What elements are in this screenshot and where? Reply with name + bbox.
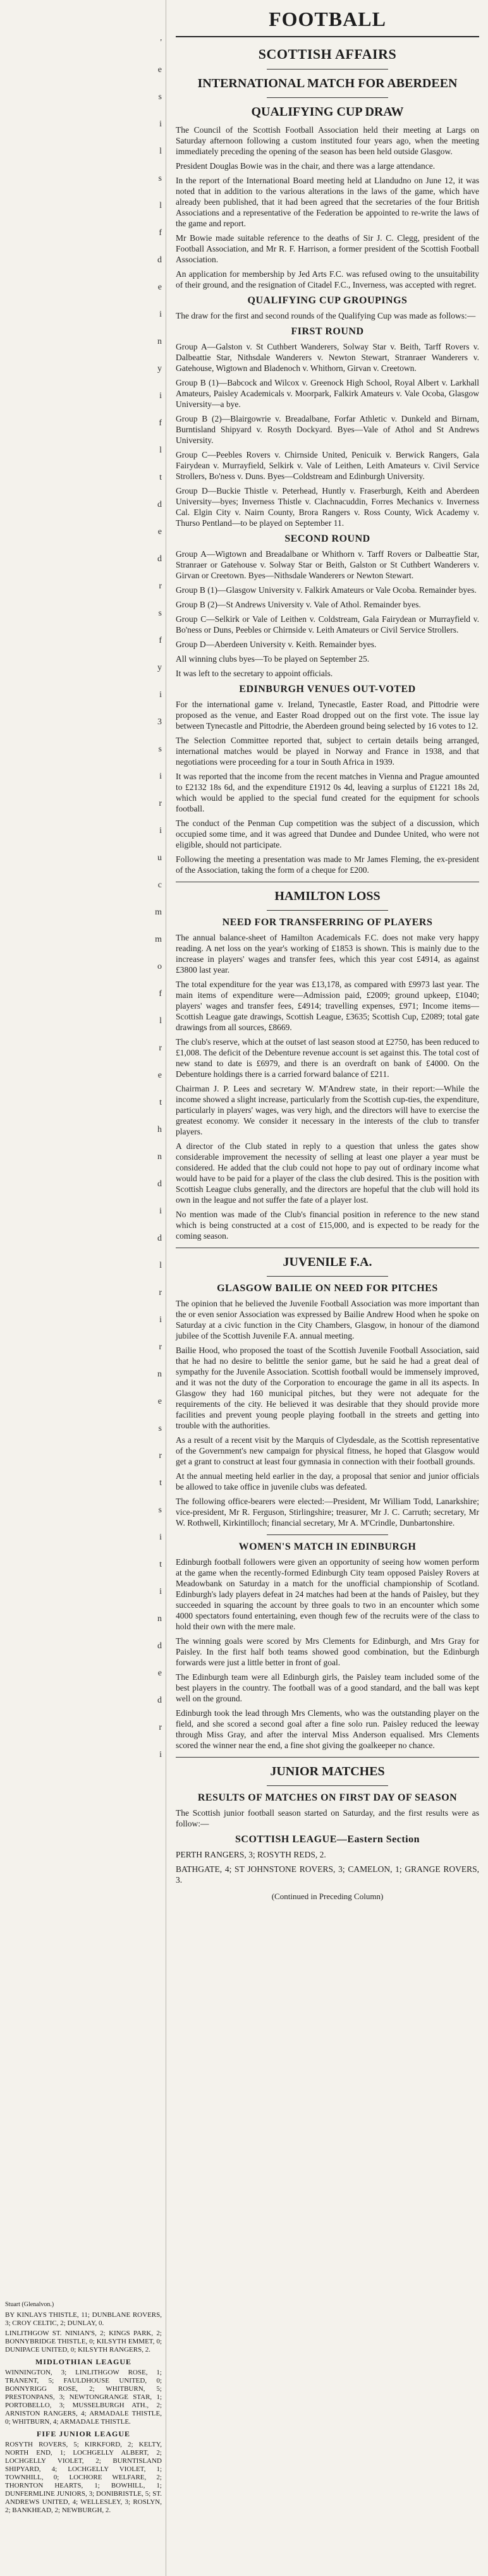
clipped-char: l xyxy=(159,1016,162,1026)
second-round-groups xyxy=(176,549,479,679)
group-draw: Group C—Selkirk or Vale of Leithen v. Coldstream, Gala Fairydean or Murrayfield v. Bo'ness or Duns, Peebles or Chirnside v. Leith Amateurs or Civil Service Strollers. xyxy=(176,614,479,635)
clipped-char: e xyxy=(157,1071,162,1080)
main-article-column xyxy=(171,0,484,2576)
article-paragraph: The total expenditure for the year was £13,178, as compared with £9973 last year. The main items of expenditure were—Admission paid, £2009; ground upkeep, £1040; players' wages and transfer fees, £4914; travelling expenses, £971; Income items—Scottish League gate drawings, Scottish League, £3635; Scottish Cup, £2089; total gate drawings from all sources, £8669. xyxy=(176,980,479,1032)
clipped-char: s xyxy=(158,92,162,102)
section-heading: FOOTBALL xyxy=(176,4,479,37)
clipped-char: m xyxy=(155,935,162,944)
section-rule xyxy=(176,1757,479,1758)
clipped-char: l xyxy=(159,446,162,455)
juvenile-heading: JUVENILE F.A. xyxy=(283,1255,372,1269)
clipped-char: y xyxy=(157,364,162,374)
intro-paragraphs xyxy=(176,125,479,290)
article-paragraph: Chairman J. P. Lees and secretary W. M'Andrew state, in their report:—While the income showed a slight increase, particularly from the Scottish cup-ties, the expenditure, particularly in players' wages, was very high, and the directors will have to exercise the greatest economy. We consider it necessary in the interests of the club to transfer players. xyxy=(176,1084,479,1136)
clipped-char: r xyxy=(159,1288,162,1297)
midlothian-heading: MIDLOTHIAN LEAGUE xyxy=(35,2357,132,2366)
clipped-char: i xyxy=(159,310,162,319)
clipped-char: r xyxy=(159,1723,162,1732)
left-results-block xyxy=(5,2300,162,2517)
clipped-char: i xyxy=(159,826,162,835)
result-line: PERTH RANGERS, 3; ROSYTH REDS, 2. xyxy=(176,1850,326,1859)
baillie-heading: GLASGOW BAILIE ON NEED FOR PITCHES xyxy=(217,1283,438,1294)
transfer-paragraphs xyxy=(176,932,479,1241)
article-paragraph: A director of the Club stated in reply to a question that unless the gates show considerable improvement the necessity of selling at least one player a year must be considered. He added that the club could not hope to pay out of ordinary income what would have to be paid for a player of the class the club desired. This is the position with Scottish League clubs generally, and the directors are hopeful that the club will hold its own in the league and not suffer the fate of a player lost. xyxy=(176,1141,479,1205)
headline: SCOTTISH AFFAIRS xyxy=(258,46,397,62)
clipped-char: n xyxy=(157,1370,162,1379)
article-paragraph: The winning goals were scored by Mrs Clements for Edinburgh, and Mrs Gray for Paisley. In the first half both teams showed good combination, but the Edinburgh forwards were just a little better in front of goal. xyxy=(176,1636,479,1667)
result-line: ROSYTH ROVERS, 5; KIRKFORD, 2; KELTY, NORTH END, 1; LOCHGELLY ALBERT, 2; LOCHGELLY VIOLET, 2; BURNTISLAND SHIPYARD, 4; LOCHGELLY VIOLET, 1; TOWNHILL, 0; LOCHORE WELFARE, 2; THORNTON HEARTS, 1; BOWHILL, 1; DUNFERMLINE JUNIORS, 3; DONIBRISTLE, 5; ST. ANDREWS UNITED, 4; WELLESLEY, 3; ROSLYN, 2; BANKHEAD, 2; NEWBURGH, 2. xyxy=(5,2441,162,2514)
article-paragraph: Bailie Hood, who proposed the toast of the Scottish Juvenile Football Association, said that he had no desire to belittle the senior game, but he said he had a great deal of sympathy for the Juvenile Association. Scottish football would be immensely improved, and it was not the duty of the Corporation to encourage the game in all its aspects. In Glasgow they had 160 municipal pitches, but they were not adequate for the requirements of the city. He believed it was desirable that they should provide more facilities and prevent young people playing football in the streets and getting into trouble with the authorities. xyxy=(176,1346,479,1430)
clipped-char: r xyxy=(159,1043,162,1053)
clipped-char: t xyxy=(159,1478,162,1488)
article-paragraph: As a result of a recent visit by the Marquis of Clydesdale, as the Scottish representative of the Government's new campaign for physical fitness, he hoped that Glasgow would get a grant to construct at least four gymnasia in connection with their football grounds. xyxy=(176,1435,479,1466)
article-paragraph: Mr Bowie made suitable reference to the deaths of Sir J. C. Clegg, president of the Football Association, and Mr R. F. Harrison, a former president of the Scottish Football Association. xyxy=(176,233,479,264)
clipped-text-edge xyxy=(149,38,162,1807)
clipped-char: i xyxy=(159,119,162,129)
clipped-char: m xyxy=(155,908,162,917)
article-paragraph: The annual balance-sheet of Hamilton Academicals F.C. does not make very happy reading. A net loss on the year's working of £1853 is shown. This is mainly due to the increase in players' wages and transfer fees, which this year cost £4914, as against £3800 last year. xyxy=(176,933,479,975)
subhead: INTERNATIONAL MATCH FOR ABERDEEN xyxy=(197,76,458,90)
group-draw: Group A—Wigtown and Breadalbane or Whithorn v. Tarff Rovers or Dalbeattie Star, Stranraer or Gatehouse v. Solway Star or Beith, Galston or St Cuthbert Wanderers v. Girvan or Creetown. Byes—Nithsdale Wanderers or Newton Stewart. xyxy=(176,549,479,580)
fife-results xyxy=(5,2441,162,2515)
article-paragraph: It was reported that the income from the recent matches in Vienna and Prague amounted to £2132 18s 6d, and the expenditure £1912 0s 4d, leaving a surplus of £1221 18s 2d, which would be applied to the special fund created for the equipment for schools football. xyxy=(176,772,479,813)
article-paragraph: Edinburgh took the lead through Mrs Clements, who was the outstanding player on the field, and she scored a second goal after a fine solo run. Paisley reduced the leeway through Miss Gray, and after the interval Miss Anderson equalised. Mrs Clements scored the winner near the end, a fine shot giving the goalkeeper no chance. xyxy=(176,1708,479,1750)
scottish-league-heading: SCOTTISH LEAGUE—Eastern Section xyxy=(235,1834,420,1845)
short-rule xyxy=(267,1276,388,1277)
clipped-char: u xyxy=(157,853,162,863)
article-paragraph: For the international game v. Ireland, Tynecastle, Easter Road, and Pittodrie were proposed as the venue, and Easter Road dropped out on the first vote. The issue lay between Tynecastle and Pittodrie, the Aberdeen ground being selected by 16 votes to 12. xyxy=(176,700,479,731)
clipped-char: i xyxy=(159,690,162,700)
clipped-char: s xyxy=(158,744,162,754)
hamilton-heading: HAMILTON LOSS xyxy=(274,889,381,903)
results-intro: The Scottish junior football season started on Saturday, and the first results were as follow:— xyxy=(176,1808,479,1828)
article-paragraph: The opinion that he believed the Juvenile Football Association was more important than the or even senior Association was expressed by Bailie Andrew Hood when he spoke on Saturday at a civic function in the City Chambers, Glasgow, in honour of the diamond jubilee of the Scottish Juvenile F.A. annual meeting. xyxy=(176,1299,479,1340)
baillie-paragraphs xyxy=(176,1298,479,1528)
clipped-char: r xyxy=(159,581,162,591)
groupings-intro: The draw for the first and second rounds of the Qualifying Cup was made as follows:— xyxy=(176,311,476,320)
clipped-char: i xyxy=(159,391,162,401)
clipped-char: i xyxy=(159,1750,162,1759)
clipped-char: s xyxy=(158,609,162,618)
clipped-char: d xyxy=(157,1696,162,1705)
group-draw: Group B (1)—Babcock and Wilcox v. Greenock High School, Royal Albert v. Larkhall Amateurs, Paisley Academicals v. Moorpark, Falkirk Amateurs v. Vale Ocoba, Glasgow University—a bye. xyxy=(176,378,479,409)
group-draw: Group D—Aberdeen University v. Keith. Remainder byes. xyxy=(176,640,377,649)
group-draw: Group D—Buckie Thistle v. Peterhead, Huntly v. Fraserburgh, Keith and Aberdeen University—byes; Inverness Thistle v. Clachnacuddin, Forres Mechanics v. Inverness Cal. Elgin City v. Nairn County, Brora Rangers v. Ross County, Wick Academy v. Thurso Pentland—to be played on September 11. xyxy=(176,486,479,528)
group-draw: Group B (2)—St Andrews University v. Vale of Athol. Remainder byes. xyxy=(176,600,421,609)
article-paragraph: President Douglas Bowie was in the chair, and there was a large attendance. xyxy=(176,161,436,171)
clipped-char: s xyxy=(158,174,162,183)
clipped-char: o xyxy=(157,962,162,971)
clipped-char: r xyxy=(159,799,162,808)
junior-heading: JUNIOR MATCHES xyxy=(270,1765,385,1778)
clipped-char: d xyxy=(157,1641,162,1651)
clipped-char: d xyxy=(157,255,162,265)
clipped-char: t xyxy=(159,473,162,482)
clipped-char: f xyxy=(159,228,162,238)
clipped-char: d xyxy=(157,500,162,509)
scottish-league-results xyxy=(176,1849,479,1885)
clipped-char: t xyxy=(159,1560,162,1569)
clipped-char: e xyxy=(157,65,162,75)
clipped-char: s xyxy=(158,1505,162,1515)
first-round-groups xyxy=(176,341,479,528)
article-paragraph: Edinburgh football followers were given an opportunity of seeing how women perform at the game when the recently-formed Edinburgh City team opposed Paisley Rovers at Meadowbank on Saturday in a match for the unofficial championship of Scotland. Edinburgh's lady players defeat in 24 matches had been at the hands of Paisley, but they succeeded in squaring the account by three goals to two in an encounter which some 4000 spectators found entertaining, even though few of the recruits were of the class to hold their own with the mere male. xyxy=(176,1557,479,1631)
clipped-char: d xyxy=(157,554,162,564)
clipped-char: e xyxy=(157,1668,162,1678)
article-paragraph: The Edinburgh team were all Edinburgh girls, the Paisley team included some of the best players in the country. The football was of a good standard, and the ball was kept well on the ground. xyxy=(176,1672,479,1703)
photo-caption: Stuart (Glenalvon.) xyxy=(5,2301,54,2308)
transfer-heading: NEED FOR TRANSFERRING OF PLAYERS xyxy=(222,917,433,928)
clipped-char: f xyxy=(159,989,162,999)
left-fragment-column xyxy=(0,0,164,2576)
article-paragraph: The Council of the Scottish Football Association held their meeting at Largs on Saturday afternoon following a custom instituted four years ago, when the meeting immediately preceding the opening of the season has been held outside Glasgow. xyxy=(176,125,479,156)
clipped-char: d xyxy=(157,1234,162,1243)
short-rule xyxy=(267,1785,388,1786)
second-round-heading: SECOND ROUND xyxy=(284,533,370,544)
clipped-char: i xyxy=(159,772,162,781)
clipped-char: e xyxy=(157,1397,162,1406)
clipped-char: n xyxy=(157,337,162,346)
clipped-char: n xyxy=(157,1152,162,1162)
group-draw: Group B (1)—Glasgow University v. Falkirk Amateurs or Vale Ocoba. Remainder byes. xyxy=(176,585,477,595)
clipped-char: h xyxy=(157,1125,162,1134)
short-rule xyxy=(267,69,388,70)
groupings-heading: QUALIFYING CUP GROUPINGS xyxy=(247,295,408,306)
women-paragraphs xyxy=(176,1557,479,1751)
venues-paragraphs xyxy=(176,699,479,875)
midlothian-results xyxy=(5,2369,162,2426)
short-rule xyxy=(267,1534,388,1535)
clipped-char: ' xyxy=(160,38,162,47)
clipped-char: l xyxy=(159,1261,162,1270)
article-paragraph: Following the meeting a presentation was made to Mr James Fleming, the ex-president of the Association, taking the form of a cheque for £200. xyxy=(176,854,479,875)
score-lines xyxy=(5,2311,162,2354)
result-line: BY KINLAYS THISTLE, 11; DUNBLANE ROVERS, 3; CROY CELTIC, 2; DUNLAY, 0. xyxy=(5,2311,162,2327)
group-draw: It was left to the secretary to appoint officials. xyxy=(176,669,333,678)
group-draw: Group A—Galston v. St Cuthbert Wanderers, Solway Star v. Beith, Tarff Rovers v. Dalbeattie Star, Nithsdale Wanderers v. Newton Stewart, Stranraer Wanderers v. Gatehouse, Wigtown and Bladenoch v. Whithorn, Girvan v. Creetown. xyxy=(176,342,479,373)
short-rule xyxy=(267,910,388,911)
article-paragraph: No mention was made of the Club's financial position in reference to the new stand which is being constructed at a cost of £15,000, and is expected to be ready for the coming season. xyxy=(176,1210,479,1241)
clipped-char: n xyxy=(157,1614,162,1624)
first-round-heading: FIRST ROUND xyxy=(291,326,364,337)
article-paragraph: In the report of the International Board meeting held at Llandudno on June 12, it was noted that in addition to the various alterations in the laws of the game, which have already been published, that it had been agreed that the secretaries of the four British Associations and a representative of the Federation be appointed to re-write the laws of the game and report. xyxy=(176,176,479,228)
clipped-char: t xyxy=(159,1098,162,1107)
short-rule xyxy=(267,97,388,98)
clipped-char: l xyxy=(159,201,162,210)
article-paragraph: An application for membership by Jed Arts F.C. was refused owing to the unsuitability of their ground, and the resignation of Citadel F.C., Inverness, was accepted with regret. xyxy=(176,269,479,289)
results-heading: RESULTS OF MATCHES ON FIRST DAY OF SEASON xyxy=(197,1792,458,1803)
clipped-char: r xyxy=(159,1342,162,1352)
fife-heading: FIFE JUNIOR LEAGUE xyxy=(36,2429,130,2438)
clipped-char: i xyxy=(159,1533,162,1542)
clipped-char: r xyxy=(159,1451,162,1461)
clipped-char: 3 xyxy=(157,717,162,727)
group-draw: Group B (2)—Blairgowrie v. Breadalbane, Forfar Athletic v. Dunkeld and Birnam, Burntisland Shipyard v. Rosyth Dockyard. Byes—Vale of Athol and St Andrews University. xyxy=(176,414,479,445)
article-paragraph: The club's reserve, which at the outset of last season stood at £2750, has been reduced to £1,008. The deficit of the Debenture revenue account is set against this. The total cost of new stand to date is £6979, and there is an overdraft on bank of £4000. On the Debenture holdings there is a carried forward balance of £211. xyxy=(176,1037,479,1079)
clipped-char: s xyxy=(158,1424,162,1433)
clipped-char: c xyxy=(157,880,162,890)
clipped-char: d xyxy=(157,1179,162,1189)
clipped-char: e xyxy=(157,527,162,537)
article-paragraph: The conduct of the Penman Cup competition was the subject of a discussion, which occupied some time, and it was agreed that Dundee and Dundee United, who were not eligible, should not participate. xyxy=(176,818,479,849)
clipped-char: y xyxy=(157,663,162,672)
clipped-char: f xyxy=(159,418,162,428)
subhead-2: QUALIFYING CUP DRAW xyxy=(251,105,404,119)
article-paragraph: The following office-bearers were elected:—President, Mr William Todd, Lanarkshire; vice-president, Mr R. Ferguson, Stirlingshire; treasurer, Mr J. C. Carruth; secretary, Mr W. Rothwell, Kirkintilloch; financial secretary, Mr A. M'Crindle, Dunbartonshire. xyxy=(176,1497,479,1528)
result-line: LINLITHGOW ST. NINIAN'S, 2; KINGS PARK, 2; BONNYBRIDGE THISTLE, 0; KILSYTH EMMET, 0; DUNIPACE UNITED, 0; KILSYTH RANGERS, 2. xyxy=(5,2330,162,2354)
clipped-char: i xyxy=(159,1315,162,1325)
result-line: BATHGATE, 4; ST JOHNSTONE ROVERS, 3; CAMELON, 1; GRANGE ROVERS, 3. xyxy=(176,1864,479,1885)
women-heading: WOMEN'S MATCH IN EDINBURGH xyxy=(238,1541,417,1552)
clipped-char: e xyxy=(157,283,162,292)
venues-heading: EDINBURGH VENUES OUT-VOTED xyxy=(239,684,416,695)
clipped-char: i xyxy=(159,1587,162,1596)
clipped-char: l xyxy=(159,147,162,156)
clipped-char: i xyxy=(159,1206,162,1216)
group-draw: Group C—Peebles Rovers v. Chirnside United, Penicuik v. Berwick Rangers, Gala Fairydean v. Murrayfield, Selkirk v. Vale of Leithen, Leith Amateurs v. Civil Service Strollers, Bo'ness v. Duns. Byes—Coldstream and Edinburgh University. xyxy=(176,450,479,481)
clipped-char: f xyxy=(159,636,162,645)
continued-note: (Continued in Preceding Column) xyxy=(271,1892,384,1901)
article-paragraph: The Selection Committee reported that, subject to certain details being arranged, international matches would be played in Norway and France in 1938, and that negotiations were proceeding for a tour in South Africa in 1939. xyxy=(176,736,479,767)
article-paragraph: At the annual meeting held earlier in the day, a proposal that senior and junior officials be allowed to take office in juvenile clubs was defeated. xyxy=(176,1471,479,1492)
group-draw: All winning clubs byes—To be played on September 25. xyxy=(176,654,370,664)
result-line: WINNINGTON, 3; LINLITHGOW ROSE, 1; TRANENT, 5; FAULDHOUSE UNITED, 0; BONNYRIGG ROSE, 2; WHITBURN, 5; PRESTONPANS, 3; NEWTONGRANGE STAR, 1; PORTOBELLO, 3; MUSSELBURGH ATH., 2; ARNISTON RANGERS, 4; ARMADALE THISTLE, 0; WHITBURN, 4; ARMADALE THISTLE. xyxy=(5,2369,162,2426)
